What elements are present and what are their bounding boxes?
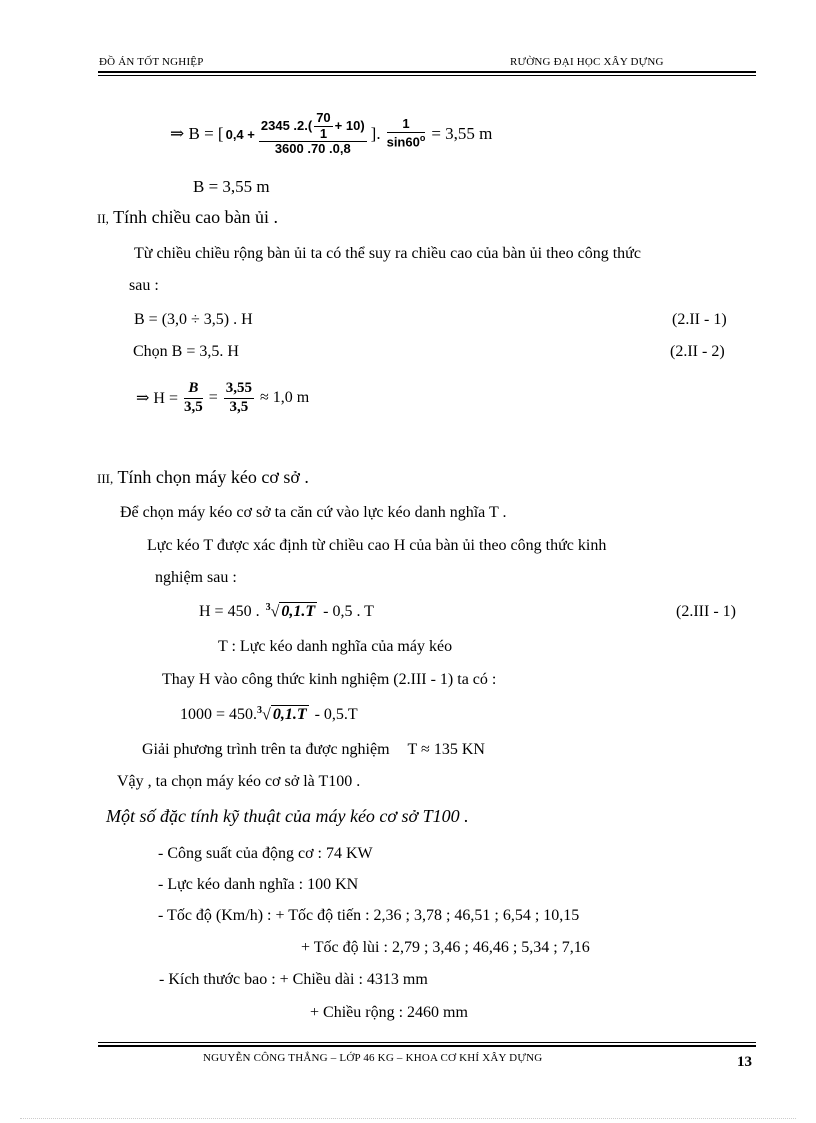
h-equals: =: [208, 389, 218, 406]
formula-b-lhs: B = [: [188, 124, 224, 143]
formula-b-result: = 3,55 m: [431, 124, 493, 143]
page-number: 13: [737, 1054, 752, 1070]
degree-mark: o: [419, 133, 426, 144]
section-3-heading: [97, 467, 309, 488]
section-2-heading: [97, 207, 278, 228]
root-body-2: 0,1.T: [272, 706, 307, 724]
h-formula: [136, 374, 309, 422]
h-num-2: 3,55: [224, 380, 254, 398]
equation-2-III-1: [199, 602, 374, 621]
equation-ref-2-II-2: (2.II - 2): [670, 343, 725, 360]
eq-sub-rhs: - 0,5.T: [314, 705, 358, 723]
root-index-2: 3: [257, 705, 263, 716]
spec-power: - Công suất của động cơ : 74 KW: [158, 845, 373, 862]
formula-b: [170, 104, 492, 164]
equation-substituted: [180, 705, 358, 724]
footer-text: NGUYỄN CÔNG THẮNG – LỚP 46 KG – KHOA CƠ KHÍ XÂY DỰNG: [203, 1052, 543, 1064]
root-body-1: 0,1.T: [281, 603, 316, 621]
h-den-1: 3,5: [183, 398, 203, 415]
section-3-roman: III,: [97, 471, 114, 486]
spec-speed-reverse: + Tốc độ lùi : 2,79 ; 3,46 ; 46,46 ; 5,34 ; 7,16: [301, 939, 590, 956]
formula-b-fraction: [259, 111, 367, 158]
section-2-roman: II,: [97, 211, 109, 226]
sin-fraction: [387, 117, 426, 150]
inner-den: 1: [319, 125, 328, 141]
inner-fraction: [314, 111, 332, 142]
solve-text: Giải phương trình trên ta được nghiệm: [142, 741, 390, 758]
header-left: ĐỒ ÁN TỐT NGHIỆP: [99, 56, 204, 68]
equation-ref-2-II-1: (2.II - 1): [672, 311, 727, 328]
solve-value: T ≈ 135 KN: [407, 741, 485, 758]
substitution-line: Thay H vào công thức kinh nghiệm (2.III - 1) ta có :: [162, 671, 497, 688]
header-rule-thin: [98, 75, 756, 76]
equation-ref-2-III-1: (2.III - 1): [676, 603, 736, 620]
h-den-2: 3,5: [229, 398, 249, 415]
equation-2-II-1: B = (3,0 ÷ 3,5) . H: [134, 311, 253, 328]
formula-b-num-a: 2345 .2.(: [260, 117, 313, 133]
spec-dimension-width: + Chiều rộng : 2460 mm: [310, 1004, 468, 1021]
section-3-line2: Lực kéo T được xác định từ chiều cao H của bàn ủi theo công thức kinh: [147, 537, 607, 554]
section-2-para-line1: Từ chiều chiều rộng bàn ủi ta có thể suy ra chiều cao của bàn ủi theo công thức: [134, 245, 641, 262]
h-num-1: B: [184, 380, 203, 398]
spec-dimension-length: - Kích thước bao : + Chiều dài : 4313 mm: [159, 971, 428, 988]
conclusion-line: Vậy , ta chọn máy kéo cơ sở là T100 .: [117, 773, 361, 790]
h-result: ≈ 1,0 m: [260, 389, 310, 406]
formula-b-close: ].: [370, 124, 381, 143]
footer-rule-thick: [98, 1045, 756, 1047]
formula-b-num-b: + 10): [334, 117, 365, 133]
h-fraction-2: [224, 380, 254, 416]
sin-num: 1: [387, 117, 426, 133]
inner-num: 70: [316, 109, 331, 125]
section-3-line3: nghiệm sau :: [155, 569, 237, 586]
page-edge-dots: [20, 1118, 796, 1119]
section-2-title: Tính chiều cao bàn ủi .: [113, 207, 279, 227]
formula-b-den: 3600 .70 .0,8: [274, 141, 351, 157]
root-index-1: 3: [265, 602, 271, 613]
eq-2-III-1-lhs: H = 450 .: [199, 602, 260, 620]
section-2-para-line2: sau :: [129, 277, 159, 294]
specs-title: Một số đặc tính kỹ thuật của máy kéo cơ sở T100 .: [106, 806, 469, 826]
equation-2-II-2: Chọn B = 3,5. H: [133, 343, 239, 360]
eq-2-III-1-rhs: - 0,5 . T: [323, 602, 374, 620]
sin-den: sin60: [386, 134, 420, 150]
section-3-line1: Để chọn máy kéo cơ sở ta căn cứ vào lực kéo danh nghĩa T .: [120, 504, 507, 521]
spec-speed-forward: - Tốc độ (Km/h) : + Tốc độ tiến : 2,36 ; 3,78 ; 46,51 ; 6,54 ; 10,15: [158, 907, 580, 924]
formula-b-term1: 0,4 +: [225, 126, 255, 142]
solve-line: [142, 741, 485, 759]
cube-root-2: $^3$√ 0,1.T: [257, 705, 307, 724]
eq-sub-lhs: 1000 = 450.: [180, 705, 258, 723]
spec-pull: - Lực kéo danh nghĩa : 100 KN: [158, 876, 359, 893]
t-definition: T : Lực kéo danh nghĩa của máy kéo: [218, 638, 453, 655]
section-3-title: Tính chọn máy kéo cơ sở .: [117, 467, 309, 487]
header-rule-thick: [98, 71, 756, 73]
footer-rule-thin: [98, 1042, 756, 1043]
h-implies: ⇒ H =: [136, 390, 178, 407]
implies-symbol: ⇒: [170, 124, 185, 143]
b-value: B = 3,55 m: [193, 177, 270, 196]
cube-root-1: $^3$√ 0,1.T: [265, 602, 316, 621]
h-fraction-1: [184, 380, 203, 416]
header-right: RƯỜNG ĐẠI HỌC XÂY DỰNG: [510, 56, 664, 68]
